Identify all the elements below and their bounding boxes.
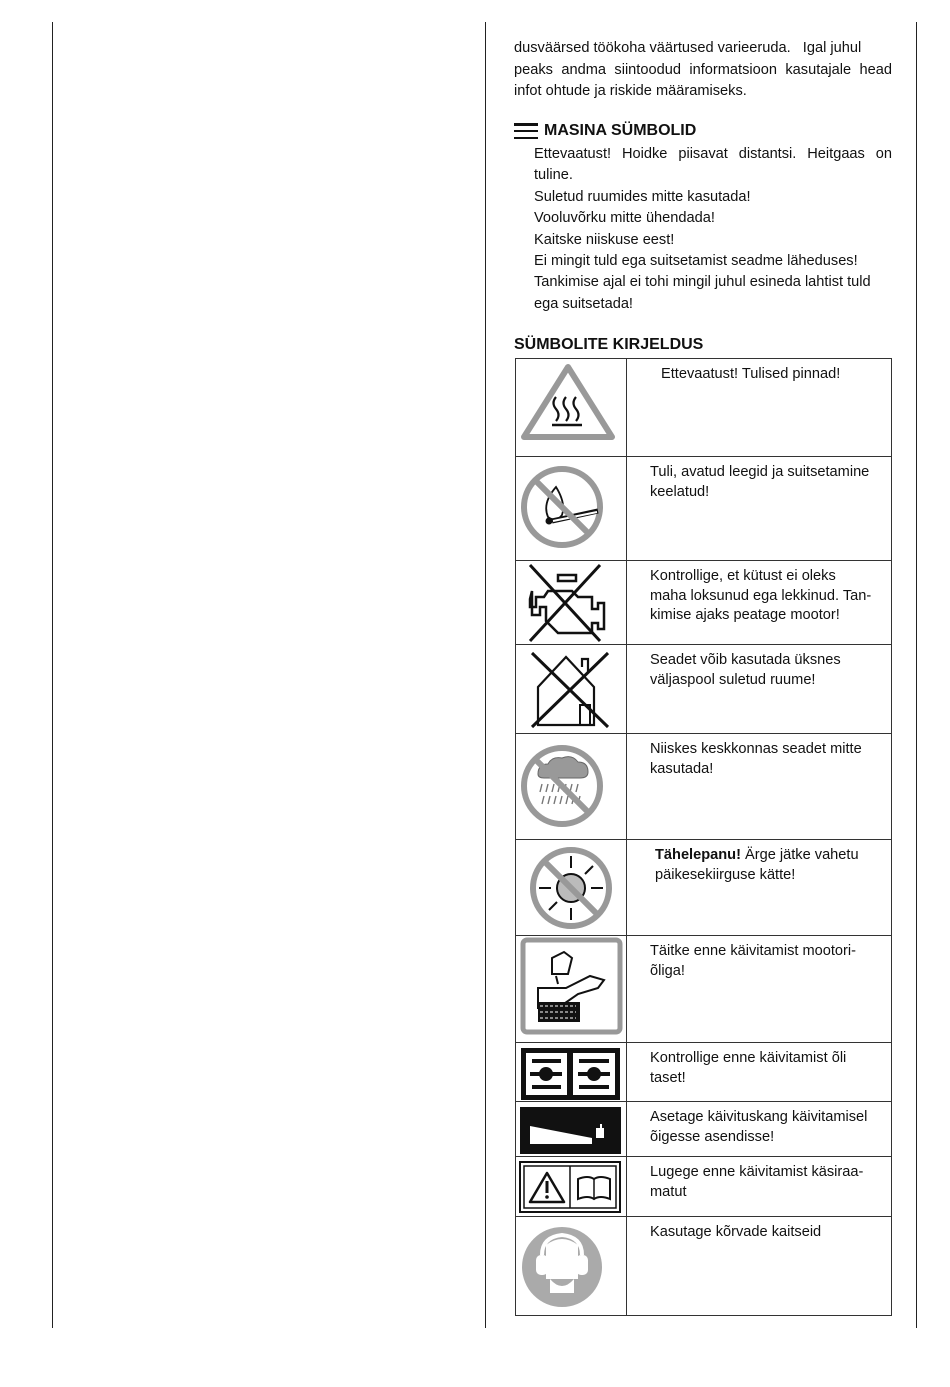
description-cell xyxy=(627,1157,892,1217)
table-row xyxy=(516,561,892,645)
oil-level-icon xyxy=(516,1043,626,1102)
no-sun-icon xyxy=(516,840,626,936)
house-crossed-icon xyxy=(516,645,626,734)
description-line: Lugege enne käivitamist käsiraa- xyxy=(650,1164,864,1180)
icon-cell xyxy=(516,1217,627,1316)
table-row xyxy=(516,1157,892,1217)
description-cell xyxy=(627,840,892,936)
column-divider-line xyxy=(485,22,486,1328)
engine-crossed-icon xyxy=(516,561,626,645)
description-cell xyxy=(627,561,892,645)
read-manual-icon xyxy=(516,1157,626,1217)
no-rain-icon xyxy=(516,734,626,840)
description-cell: Seadet võib kasutada üksnes väljaspool suletud ruume! xyxy=(627,645,892,734)
ear-protection-icon xyxy=(516,1217,626,1316)
icon-cell xyxy=(516,1102,627,1157)
description-text: Ärge jätke vahetu päikesekiirguse kätte! xyxy=(655,847,859,883)
description-cell: Ettevaatust! Tulised pinnad! xyxy=(627,359,892,457)
description-cell: Asetage käivituskang käivitamisel õigesse asendisse! xyxy=(627,1102,892,1157)
symbol-item: Suletud ruumides mitte kasutada! xyxy=(534,188,751,205)
description-cell: Niiskes keskkonnas seadet mitte kasutada! xyxy=(627,734,892,840)
table-row xyxy=(516,734,892,840)
table-row xyxy=(516,645,892,734)
description-line: maha loksunud ega lekkinud. Tan- xyxy=(650,587,872,604)
description-cell: Tuli, avatud leegid ja suitsetamine keelatud! xyxy=(627,457,892,561)
intro-paragraph xyxy=(514,38,892,103)
machine-symbols-list xyxy=(534,144,892,315)
table-row xyxy=(516,1043,892,1102)
symbol-description-heading: SÜMBOLITE KIRJELDUS xyxy=(514,336,704,353)
symbol-item: tuline. xyxy=(534,167,573,184)
description-line: Kontrollige, et kütust ei oleks xyxy=(650,568,836,584)
symbol-item: Ettevaatust! Hoidke piisavat distantsi. Heitgaas on xyxy=(534,146,892,162)
left-margin-line xyxy=(52,22,53,1328)
choke-lever-icon xyxy=(516,1102,626,1157)
symbol-description-table xyxy=(515,358,892,1316)
description-cell: Kontrollige enne käivitamist õli taset! xyxy=(627,1043,892,1102)
table-row xyxy=(516,359,892,457)
description-cell xyxy=(627,936,892,1043)
intro-line: peaks andma siintoodud informatsioon kasutajale head xyxy=(514,61,892,78)
icon-cell xyxy=(516,645,627,734)
icon-cell xyxy=(516,1157,627,1217)
icon-cell xyxy=(516,1043,627,1102)
description-cell: Kasutage kõrvade kaitseid xyxy=(627,1217,892,1316)
description-line: õliga! xyxy=(650,962,685,979)
icon-cell xyxy=(516,936,627,1043)
list-lines-icon xyxy=(514,123,538,139)
machine-symbols-title: MASINA SÜMBOLID xyxy=(544,122,697,139)
description-line: kimise ajaks peatage mootor! xyxy=(650,607,840,623)
symbol-item: Ei mingit tuld ega suitsetamist seadme läheduses! xyxy=(534,253,858,270)
hot-surface-warning-icon xyxy=(516,359,626,457)
fill-oil-icon xyxy=(516,936,626,1043)
symbol-item: ega suitsetada! xyxy=(534,295,633,312)
table-row xyxy=(516,840,892,936)
table-row xyxy=(516,936,892,1043)
icon-cell xyxy=(516,734,627,840)
description-line: Täitke enne käivitamist mootori- xyxy=(650,943,857,959)
icon-cell xyxy=(516,840,627,936)
table-row xyxy=(516,1217,892,1316)
icon-cell xyxy=(516,359,627,457)
symbol-item: Tankimise ajal ei tohi mingil juhul esineda lahtist tuld xyxy=(534,274,871,291)
symbol-item: Kaitske niiskuse eest! xyxy=(534,231,675,248)
no-open-flame-icon xyxy=(516,457,626,561)
right-margin-line xyxy=(916,22,917,1328)
table-row xyxy=(516,1102,892,1157)
machine-symbols-heading xyxy=(514,122,696,140)
icon-cell xyxy=(516,457,627,561)
table-row xyxy=(516,457,892,561)
description-line: matut xyxy=(650,1183,687,1200)
intro-line: dusväärsed töökoha väärtused varieeruda. Igal juhul xyxy=(514,40,862,56)
intro-line: infot ohtude ja riskide määramiseks. xyxy=(514,83,747,99)
symbol-item: Vooluvõrku mitte ühendada! xyxy=(534,210,715,227)
attention-label: Tähelepanu! xyxy=(655,847,741,863)
icon-cell xyxy=(516,561,627,645)
